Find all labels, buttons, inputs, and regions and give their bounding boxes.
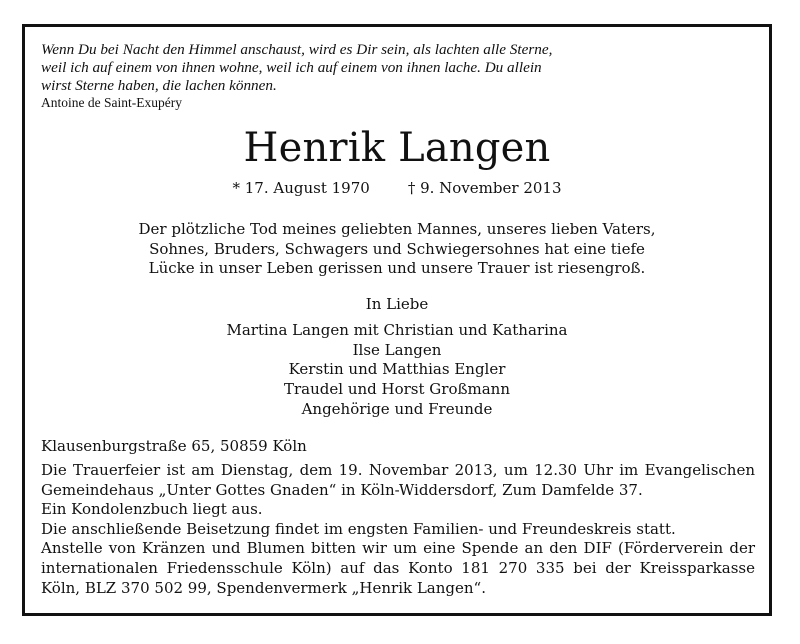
- quote-line: Wenn Du bei Nacht den Himmel anschaust, wird es Dir sein, als lachten alle Sterne,: [41, 41, 553, 58]
- mourner-name: Angehörige und Freunde: [301, 399, 493, 418]
- birth-date: * 17. August 1970: [232, 179, 370, 197]
- message-line: Lücke in unser Leben gerissen und unsere Trauer ist riesengroß.: [148, 259, 646, 277]
- death-date: † 9. November 2013: [407, 179, 562, 197]
- obituary-notice: [22, 24, 772, 616]
- mourner-name: Traudel und Horst Großmann: [284, 380, 510, 399]
- quote-line: weil ich auf einem von ihnen wohne, weil ich auf einem von ihnen lache. Du allein: [41, 59, 542, 76]
- funeral-details: [41, 461, 755, 598]
- mourning-message: [25, 220, 769, 279]
- quote-line: wirst Sterne haben, die lachen können.: [41, 77, 277, 94]
- quote-author: Antoine de Saint-Exupéry: [41, 95, 182, 110]
- burial-line: internationalen Friedensschule Köln) auf das Konto 181 270 335 bei der Kreissparkasse: [41, 558, 755, 577]
- condolence-book-note: Ein Kondolenzbuch liegt aus.: [41, 500, 263, 519]
- mourner-name: Martina Langen mit Christian und Katharina: [226, 320, 568, 339]
- mourners-list: [25, 295, 769, 420]
- burial-line: Köln, BLZ 370 502 99, Spendenvermerk „Henrik Langen“.: [41, 578, 486, 597]
- epigraph-quote: [41, 41, 741, 95]
- funeral-line: Die Trauerfeier ist am Dienstag, dem 19. Novembar 2013, um 12.30 Uhr im Evangelischen: [41, 461, 755, 479]
- deceased-name: Henrik Langen: [243, 125, 551, 171]
- life-dates: [25, 179, 769, 197]
- mourner-name: Kerstin und Matthias Engler: [288, 360, 506, 379]
- funeral-line: Gemeindehaus „Unter Gottes Gnaden“ in Köln-Widdersdorf, Zum Damfelde 37.: [41, 480, 643, 499]
- in-love-heading: In Liebe: [365, 295, 429, 313]
- burial-line: Anstelle von Kränzen und Blumen bitten wir um eine Spende an den DIF (Förderverein der: [41, 539, 755, 558]
- message-line: Der plötzliche Tod meines geliebten Mannes, unseres lieben Vaters,: [138, 220, 656, 238]
- family-address: Klausenburgstraße 65, 50859 Köln: [41, 437, 307, 455]
- burial-line: Die anschließende Beisetzung findet im engsten Familien- und Freundeskreis statt.: [41, 519, 676, 538]
- message-line: Sohnes, Bruders, Schwagers und Schwiegersohnes hat eine tiefe: [149, 239, 645, 258]
- mourner-name: Ilse Langen: [352, 340, 442, 359]
